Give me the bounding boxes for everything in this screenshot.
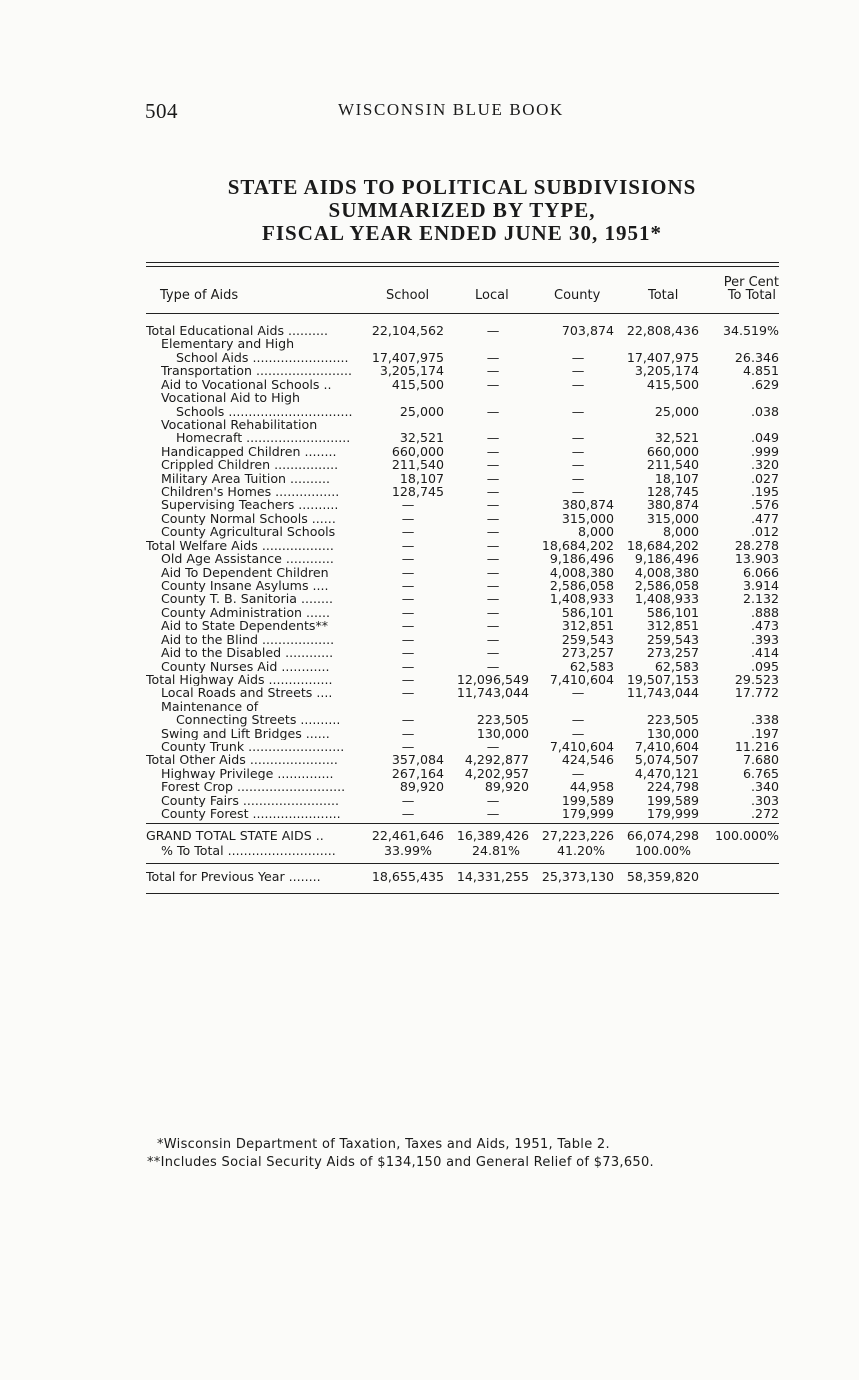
cell-pct: .095 [750, 658, 779, 674]
table-row [146, 633, 779, 646]
cell-county: — [571, 470, 585, 486]
footnote-1: *Wisconsin Department of Taxation, Taxes and Aids, 1951, Table 2. [157, 1137, 610, 1152]
cell-county: 1,408,933 [549, 591, 614, 607]
cell-pct: 4.851 [742, 363, 779, 379]
cell-pct: .195 [750, 484, 779, 500]
cell-local: — [486, 645, 500, 661]
row-label: Vocational Rehabilitation [161, 417, 318, 432]
header-school: School [386, 288, 430, 303]
cell-total: 18,107 [654, 470, 699, 486]
cell-school: 128,745 [391, 484, 444, 500]
cell-county: — [571, 403, 585, 419]
cell-total: 9,186,496 [634, 551, 699, 567]
cell-total: 17,407,975 [626, 349, 699, 365]
row-label: Highway Privilege .............. [161, 766, 334, 781]
cell-total: 179,999 [646, 806, 699, 822]
cell-local: — [486, 792, 500, 808]
cell-total: 312,851 [646, 618, 699, 634]
table-row [146, 713, 779, 726]
cell-total: 586,101 [646, 604, 699, 620]
cell-county: 7,410,604 [549, 671, 614, 687]
table-row [146, 700, 779, 713]
cell-school: 25,000 [399, 403, 444, 419]
cell-school: — [401, 631, 415, 647]
cell-total: 223,505 [646, 712, 699, 728]
cell-school: — [401, 658, 415, 674]
cell-local: 12,096,549 [456, 671, 529, 687]
cell-school: — [401, 497, 415, 513]
row-label: County Administration ...... [161, 605, 331, 620]
row-label: Vocational Aid to High [161, 391, 301, 405]
cell-pct: .049 [750, 430, 779, 446]
cell-pct: .576 [750, 497, 779, 513]
cell-county: 44,958 [569, 779, 614, 795]
cell-local: — [486, 564, 500, 580]
table-row [146, 337, 779, 350]
cell-county: 259,543 [561, 631, 614, 647]
table-row [146, 364, 779, 377]
cell-school: 17,407,975 [371, 349, 444, 365]
cell-pct: .197 [750, 725, 779, 741]
row-label: Connecting Streets .......... [176, 713, 341, 727]
table-row [146, 727, 779, 740]
cell-pct: .038 [750, 403, 779, 419]
row-label: Maintenance of [161, 699, 259, 714]
row-label: County Agricultural Schools [161, 525, 336, 539]
cell-pct: .340 [750, 779, 779, 795]
header-percent-line-1: Per Cent [723, 275, 779, 290]
cell-school: — [401, 725, 415, 741]
grand-total-label: GRAND TOTAL STATE AIDS .. [146, 829, 324, 843]
percent-row-local: 24.81% [471, 843, 520, 858]
grand-total-percent: 100.000% [714, 828, 779, 843]
cell-pct: 6.066 [742, 564, 779, 580]
page-number: 504 [145, 99, 178, 123]
cell-county: 703,874 [561, 323, 614, 338]
previous-year-label: Total for Previous Year ........ [146, 870, 321, 884]
cell-local: — [486, 537, 500, 553]
cell-local: 4,202,957 [464, 765, 529, 781]
table-row [146, 391, 779, 404]
table-row [146, 566, 779, 579]
row-label: School Aids ........................ [176, 350, 349, 365]
cell-school: — [401, 551, 415, 567]
row-label: Children's Homes ................ [161, 485, 340, 499]
table-row [146, 807, 779, 820]
row-label: Aid to the Disabled ............ [161, 646, 334, 660]
previous-year-row [146, 870, 779, 883]
cell-pct: 6.765 [742, 765, 779, 781]
cell-school: 89,920 [399, 779, 444, 795]
cell-county: — [571, 725, 585, 741]
cell-total: 199,589 [646, 792, 699, 808]
cell-county: 9,186,496 [549, 551, 614, 567]
cell-county: 179,999 [561, 806, 614, 822]
cell-county: 199,589 [561, 792, 614, 808]
row-label: Schools ............................... [176, 404, 353, 418]
cell-total: 25,000 [654, 403, 699, 419]
row-label: Aid To Dependent Children [161, 565, 329, 579]
table-row [146, 660, 779, 673]
cell-county: — [571, 457, 585, 473]
cell-total: 3,205,174 [634, 363, 699, 379]
cell-local: — [486, 551, 500, 567]
cell-pct: .888 [750, 604, 779, 620]
cell-school: 267,164 [391, 765, 444, 781]
cell-school: — [401, 806, 415, 822]
table-row [146, 525, 779, 538]
cell-school: — [401, 645, 415, 661]
cell-local: — [486, 524, 500, 540]
table-row [146, 458, 779, 471]
table-row [146, 646, 779, 659]
grand-total-school: 22,461,646 [371, 828, 444, 843]
table-row [146, 324, 779, 337]
table-row [146, 431, 779, 444]
row-label: Aid to the Blind .................. [161, 632, 335, 647]
percent-row-county: 41.20% [556, 843, 605, 858]
cell-local: — [486, 591, 500, 607]
cell-total: 128,745 [646, 484, 699, 500]
cell-pct: .320 [750, 457, 779, 473]
grand-total-county: 27,223,226 [541, 828, 614, 843]
cell-county: 4,008,380 [549, 564, 614, 580]
cell-school: — [401, 537, 415, 553]
percent-to-total-row [146, 844, 779, 857]
header-total: Total [648, 288, 679, 303]
cell-county: — [571, 765, 585, 781]
cell-local: 4,292,877 [464, 752, 529, 768]
percent-row-total: 100.00% [634, 843, 691, 858]
grand-total-row [146, 829, 779, 842]
cell-pct: .477 [750, 510, 779, 526]
grand-total-top-rule [146, 823, 779, 824]
row-label: Swing and Lift Bridges ...... [161, 726, 330, 740]
cell-school: 32,521 [399, 430, 444, 446]
previous-year-total: 58,359,820 [626, 869, 699, 884]
cell-local: — [486, 604, 500, 620]
cell-local: — [486, 658, 500, 674]
row-label: County Normal Schools ...... [161, 511, 336, 526]
row-label: Forest Crop ........................... [161, 780, 346, 794]
cell-local: — [486, 806, 500, 822]
row-label: Total Educational Aids .......... [146, 324, 329, 338]
cell-school: 18,107 [399, 470, 444, 486]
cell-pct: 28.278 [734, 537, 779, 553]
row-label: County T. B. Sanitoria ........ [161, 592, 333, 606]
table-row [146, 673, 779, 686]
cell-pct: .473 [750, 618, 779, 634]
table-row [146, 686, 779, 699]
page-title [145, 176, 779, 245]
cell-total: 18,684,202 [626, 537, 699, 553]
cell-school: — [401, 524, 415, 540]
cell-local: — [486, 430, 500, 446]
cell-pct: 11.216 [734, 739, 779, 755]
cell-total: 4,008,380 [634, 564, 699, 580]
grand-total-total: 66,074,298 [626, 828, 699, 843]
cell-local: — [486, 497, 500, 513]
cell-school: — [401, 618, 415, 634]
cell-total: 315,000 [646, 510, 699, 526]
cell-school: 415,500 [391, 376, 444, 392]
cell-school: — [401, 604, 415, 620]
header-bottom-rule [146, 313, 779, 314]
row-label: County Forest ...................... [161, 807, 341, 821]
table-row [146, 794, 779, 807]
cell-county: — [571, 363, 585, 379]
row-label: Elementary and High [161, 337, 295, 351]
cell-local: — [486, 618, 500, 634]
table-row [146, 512, 779, 525]
table-row [146, 767, 779, 780]
cell-pct: .393 [750, 631, 779, 647]
cell-total: 4,470,121 [634, 765, 699, 781]
cell-school: — [401, 671, 415, 687]
cell-total: 259,543 [646, 631, 699, 647]
cell-school: — [401, 510, 415, 526]
table-row [146, 740, 779, 753]
cell-county: — [571, 712, 585, 728]
table-bottom-rule [146, 893, 779, 894]
cell-local: — [486, 484, 500, 500]
cell-county: 18,684,202 [541, 537, 614, 553]
cell-local: — [486, 739, 500, 755]
cell-local: — [486, 349, 500, 365]
cell-school: — [401, 564, 415, 580]
row-label: Aid to State Dependents** [161, 619, 329, 633]
title-line-1: STATE AIDS TO POLITICAL SUBDIVISIONS [227, 175, 697, 199]
cell-pct: .303 [750, 792, 779, 808]
cell-school: — [401, 739, 415, 755]
cell-total: 1,408,933 [634, 591, 699, 607]
row-label: Handicapped Children ........ [161, 444, 337, 459]
table-row [146, 378, 779, 391]
previous-year-school: 18,655,435 [371, 869, 444, 884]
cell-local: 89,920 [484, 779, 529, 795]
cell-school: 22,104,562 [371, 323, 444, 338]
title-line-2: SUMMARIZED BY TYPE, [328, 198, 596, 222]
cell-school: — [401, 685, 415, 701]
table-row [146, 351, 779, 364]
cell-pct: 34.519% [722, 323, 779, 338]
percent-row-school: 33.99% [383, 843, 432, 858]
table-top-rule [146, 262, 779, 263]
footnote-2: **Includes Social Security Aids of $134,150 and General Relief of $73,650. [147, 1155, 654, 1170]
cell-pct: 29.523 [734, 671, 779, 687]
cell-total: 415,500 [646, 376, 699, 392]
cell-county: — [571, 349, 585, 365]
table-row [146, 498, 779, 511]
table-row [146, 606, 779, 619]
cell-county: — [571, 443, 585, 459]
cell-local: — [486, 577, 500, 593]
row-label: County Trunk ........................ [161, 740, 345, 754]
cell-total: 32,521 [654, 430, 699, 446]
cell-county: — [571, 430, 585, 446]
previous-year-county: 25,373,130 [541, 869, 614, 884]
row-label: County Insane Asylums .... [161, 578, 329, 593]
cell-county: — [571, 376, 585, 392]
cell-school: 357,084 [391, 752, 444, 768]
cell-school: — [401, 577, 415, 593]
row-label: Old Age Assistance ............ [161, 552, 334, 566]
row-label: County Nurses Aid ............ [161, 659, 330, 673]
table-row [146, 579, 779, 592]
row-label: Total Highway Aids ................ [146, 672, 333, 687]
table-row [146, 753, 779, 766]
cell-pct: .999 [750, 443, 779, 459]
cell-total: 5,074,507 [634, 752, 699, 768]
grand-total-local: 16,389,426 [456, 828, 529, 843]
cell-pct: .272 [750, 806, 779, 822]
cell-total: 380,874 [646, 497, 699, 513]
cell-pct: 26.346 [734, 349, 779, 365]
row-label: Total Other Aids ...................... [146, 753, 338, 767]
cell-county: 7,410,604 [549, 739, 614, 755]
cell-local: — [486, 510, 500, 526]
cell-local: — [486, 631, 500, 647]
cell-total: 62,583 [654, 658, 699, 674]
cell-total: 660,000 [646, 443, 699, 459]
cell-total: 22,808,436 [626, 323, 699, 338]
header-percent-line-2: To Total [727, 288, 776, 303]
cell-local: 223,505 [476, 712, 529, 728]
row-label: Aid to Vocational Schools .. [161, 377, 332, 392]
cell-total: 19,507,153 [626, 671, 699, 687]
cell-pct: 13.903 [734, 551, 779, 567]
cell-local: 11,743,044 [456, 685, 529, 701]
cell-total: 11,743,044 [626, 685, 699, 701]
cell-pct: .414 [750, 645, 779, 661]
row-label: County Fairs ........................ [161, 793, 339, 808]
cell-school: — [401, 792, 415, 808]
cell-county: 8,000 [577, 524, 614, 540]
percent-row-label: % To Total ........................... [161, 844, 336, 858]
cell-local: — [486, 403, 500, 419]
cell-school: 660,000 [391, 443, 444, 459]
cell-county: 315,000 [561, 510, 614, 526]
cell-local: 130,000 [476, 725, 529, 741]
cell-total: 211,540 [646, 457, 699, 473]
table-row [146, 552, 779, 565]
cell-total: 8,000 [662, 524, 699, 540]
cell-school: — [401, 591, 415, 607]
cell-county: 424,546 [561, 752, 614, 768]
cell-pct: .012 [750, 524, 779, 540]
cell-local: — [486, 363, 500, 379]
cell-school: 211,540 [391, 457, 444, 473]
row-label: Supervising Teachers .......... [161, 498, 339, 512]
header-county: County [554, 288, 601, 303]
cell-pct: 17.772 [734, 685, 779, 701]
cell-pct: .338 [750, 712, 779, 728]
cell-total: 273,257 [646, 645, 699, 661]
cell-local: — [486, 457, 500, 473]
cell-school: 3,205,174 [379, 363, 444, 379]
table-top-rule-2 [146, 266, 779, 267]
cell-total: 2,586,058 [634, 577, 699, 593]
previous-year-top-rule [146, 863, 779, 864]
cell-county: 312,851 [561, 618, 614, 634]
cell-local: — [486, 323, 500, 338]
cell-county: — [571, 484, 585, 500]
row-label: Homecraft .......................... [176, 431, 351, 445]
cell-total: 130,000 [646, 725, 699, 741]
title-line-3: FISCAL YEAR ENDED JUNE 30, 1951* [262, 221, 662, 245]
cell-local: — [486, 376, 500, 392]
cell-county: 62,583 [569, 658, 614, 674]
cell-local: — [486, 443, 500, 459]
row-label: Military Area Tuition .......... [161, 471, 331, 486]
table-row [146, 472, 779, 485]
cell-pct: .027 [750, 470, 779, 486]
cell-pct: 3.914 [742, 577, 779, 593]
cell-local: — [486, 470, 500, 486]
table-row [146, 485, 779, 498]
cell-total: 7,410,604 [634, 739, 699, 755]
table-row [146, 418, 779, 431]
table-row [146, 445, 779, 458]
row-label: Local Roads and Streets .... [161, 686, 333, 700]
table-row [146, 592, 779, 605]
row-label: Transportation ........................ [161, 364, 353, 378]
row-label: Crippled Children ................ [161, 458, 339, 472]
header-local: Local [475, 288, 509, 303]
cell-pct: 7.680 [742, 752, 779, 768]
cell-pct: 2.132 [742, 591, 779, 607]
row-label: Total Welfare Aids .................. [146, 538, 334, 553]
cell-county: 273,257 [561, 645, 614, 661]
cell-county: 380,874 [561, 497, 614, 513]
header-type: Type of Aids [160, 288, 239, 303]
cell-county: 2,586,058 [549, 577, 614, 593]
table-row [146, 619, 779, 632]
table-row [146, 539, 779, 552]
previous-year-local: 14,331,255 [456, 869, 529, 884]
cell-school: — [401, 712, 415, 728]
table-row [146, 405, 779, 418]
table-row [146, 780, 779, 793]
cell-county: 586,101 [561, 604, 614, 620]
cell-total: 224,798 [646, 779, 699, 795]
cell-pct: .629 [750, 376, 779, 392]
cell-county: — [571, 685, 585, 701]
running-head: WISCONSIN BLUE BOOK [338, 100, 564, 119]
